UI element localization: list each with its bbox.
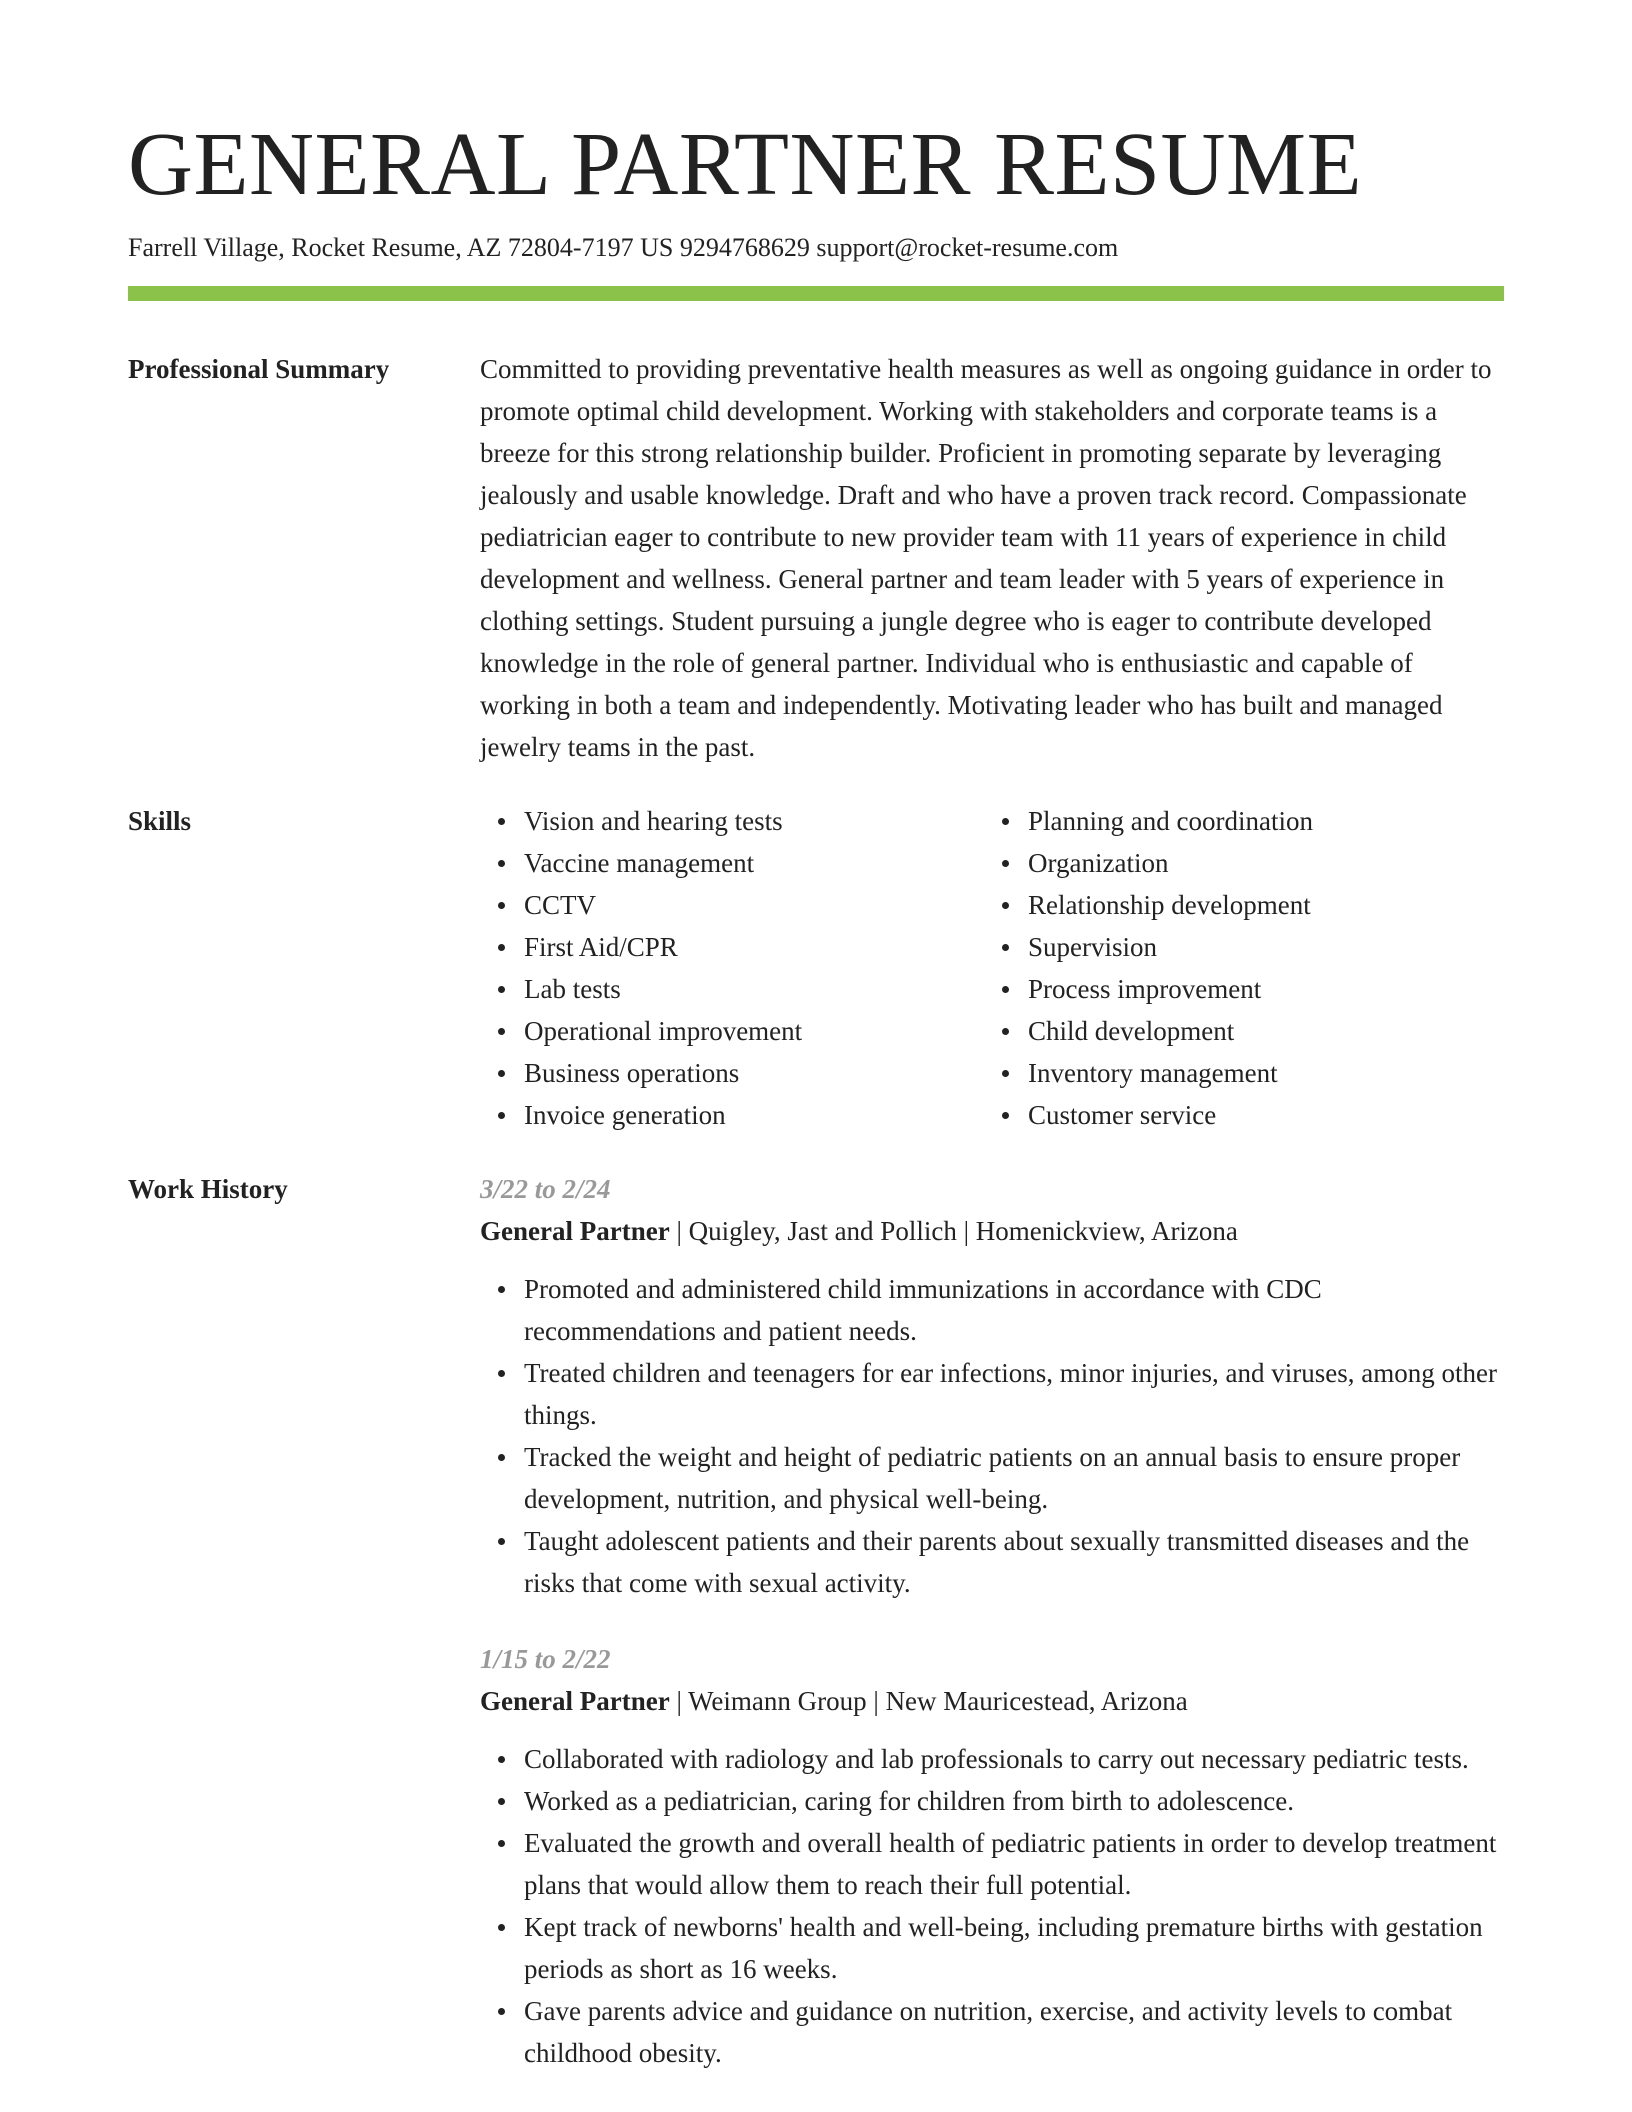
job-bullet: Taught adolescent patients and their parents about sexually transmitted diseases and the risks that come with sexual activity. — [524, 1520, 1504, 1604]
skill-item: Child development — [1028, 1010, 1488, 1052]
job-list — [480, 1168, 1504, 2108]
skill-item: Vaccine management — [524, 842, 984, 884]
skill-item: Customer service — [1028, 1094, 1488, 1136]
skill-item: Vision and hearing tests — [524, 800, 984, 842]
skills-list-right — [984, 800, 1488, 1136]
skill-item: Operational improvement — [524, 1010, 984, 1052]
separator: | — [669, 1686, 689, 1716]
separator: | — [669, 1216, 689, 1246]
job-bullet: Treated children and teenagers for ear infections, minor injuries, and viruses, among other things. — [524, 1352, 1504, 1436]
job-title: General Partner — [480, 1216, 670, 1246]
work-history-heading: Work History — [128, 1174, 288, 1204]
job-location: Homenickview, Arizona — [975, 1216, 1238, 1246]
job-dates: 3/22 to 2/24 — [480, 1174, 611, 1204]
job-header — [480, 1210, 1504, 1252]
job-bullet: Evaluated the growth and overall health of pediatric patients in order to develop treatment plans that would allow them to reach their full potential. — [524, 1822, 1504, 1906]
job-bullet-list — [480, 1268, 1504, 1604]
skill-item: Supervision — [1028, 926, 1488, 968]
skill-item: First Aid/CPR — [524, 926, 984, 968]
skill-item: Lab tests — [524, 968, 984, 1010]
separator: | — [956, 1216, 976, 1246]
job-bullet: Collaborated with radiology and lab professionals to carry out necessary pediatric tests. — [524, 1738, 1504, 1780]
skill-item: Invoice generation — [524, 1094, 984, 1136]
job-dates: 1/15 to 2/22 — [480, 1644, 611, 1674]
job-title: General Partner — [480, 1686, 670, 1716]
skills-list-left — [480, 800, 984, 1136]
job-bullet: Worked as a pediatrician, caring for children from birth to adolescence. — [524, 1780, 1504, 1822]
job-bullet: Kept track of newborns' health and well-being, including premature births with gestation periods as short as 16 weeks. — [524, 1906, 1504, 1990]
skill-item: Business operations — [524, 1052, 984, 1094]
job-header — [480, 1680, 1504, 1722]
job-company: Weimann Group — [688, 1686, 867, 1716]
job-bullet: Tracked the weight and height of pediatric patients on an annual basis to ensure proper development, nutrition, and physical well-being. — [524, 1436, 1504, 1520]
skill-item: Inventory management — [1028, 1052, 1488, 1094]
job-bullet: Promoted and administered child immunizations in accordance with CDC recommendations and patient needs. — [524, 1268, 1504, 1352]
skill-item: CCTV — [524, 884, 984, 926]
contact-line: Farrell Village, Rocket Resume, AZ 72804-7197 US 9294768629 support@rocket-resume.com — [128, 233, 1119, 262]
skills-heading: Skills — [128, 806, 192, 836]
job-entry — [480, 1168, 1504, 1604]
job-location: New Mauricestead, Arizona — [885, 1686, 1188, 1716]
job-bullet-list — [480, 1738, 1504, 2074]
skill-item: Relationship development — [1028, 884, 1488, 926]
job-company: Quigley, Jast and Pollich — [688, 1216, 957, 1246]
skill-item: Organization — [1028, 842, 1488, 884]
summary-text: Committed to providing preventative health measures as well as ongoing guidance in order to promote optimal child development. Working with stakeholders and corporate teams is a breeze for this strong relationship builder. Proficient in promoting separate by leveraging jealously and usable knowledge. Draft and who have a proven track record. Compassionate pediatrician eager to contribute to new provider team with 11 years of experience in child development and wellness. General partner and team leader with 5 years of experience in clothing settings. Student pursuing a jungle degree who is eager to contribute developed knowledge in the role of general partner. Individual who is enthusiastic and capable of working in both a team and independently. Motivating leader who has built and managed jewelry teams in the past. — [480, 354, 1492, 762]
skill-item: Planning and coordination — [1028, 800, 1488, 842]
skill-item: Process improvement — [1028, 968, 1488, 1010]
job-bullet: Gave parents advice and guidance on nutrition, exercise, and activity levels to combat childhood obesity. — [524, 1990, 1504, 2074]
header-divider — [128, 286, 1504, 301]
resume-title: GENERAL PARTNER RESUME — [128, 115, 1363, 214]
summary-heading: Professional Summary — [128, 354, 390, 384]
separator: | — [866, 1686, 886, 1716]
job-entry — [480, 1638, 1504, 2074]
